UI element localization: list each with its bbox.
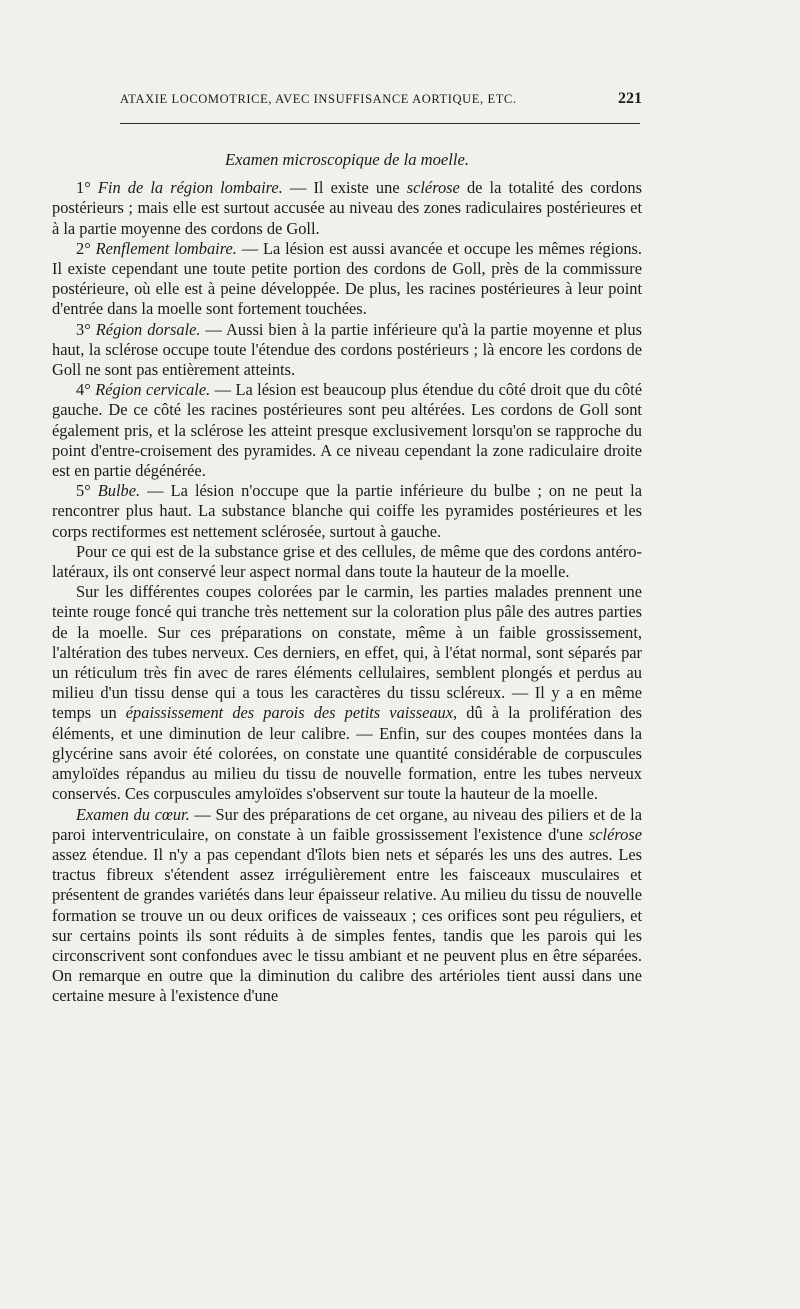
paragraph-heading: Examen du cœur.	[76, 804, 190, 824]
page-body	[52, 150, 642, 1007]
paragraph-text: — Aussi bien à la partie inférieure qu'à la partie moyenne et plus haut, la sclérose occupe toute l'étendue des cordons postérieurs ; là encore les cordons de Goll ne sont pas entièrement atteints.	[52, 319, 643, 380]
paragraph-heading: Fin de la région lombaire.	[97, 178, 283, 198]
paragraph-number: 4°	[76, 380, 96, 400]
paragraph-text: — La lésion est aussi avancée et occupe les mêmes régions. Il existe cependant une toute petite portion des cordons de Goll, près de la commissure postérieure, où elle est à peine développée. De plus, les racines postérieures à leur point d'entrée dans la moelle sont fortement touchées.	[52, 238, 642, 319]
paragraph-emphasis: sclérose	[406, 178, 460, 198]
paragraph-text: assez étendue. Il n'y a pas cependant d'îlots bien nets et séparés les uns des autres. Les tractus fibreux s'étendent assez irrégulièrement entre les faisceaux musculaires et présentent de grandes variétés dans leur épaisseur relative. Au milieu du tissu de nouvelle formation se trouve un ou deux orifices de vaisseaux ; ces orifices sont peu réguliers, et sur certains points ils sont réduits à de simples fentes, tandis que les parois qui les circonscrivent sont confondues avec le tissu ambiant et ne peuvent plus en être séparées. On remarque en outre que la diminution du calibre des artérioles tient aussi dans une certaine mesure à l'existence d'une	[52, 844, 642, 1006]
section-title: Examen microscopique de la moelle.	[224, 150, 470, 169]
page-header	[120, 92, 642, 112]
paragraph-text: — La lésion est beaucoup plus étendue du côté droit que du côté gauche. De ce côté les racines postérieures sont peu altérées. Les cordons de Goll sont également pris, et la sclérose les atteint presque exclusivement lorsqu'on se rapproche du point d'entre-croisement des pyramides. A ce niveau cependant la zone radiculaire droite est en partie dégénérée.	[52, 380, 642, 481]
paragraph-heading: Région dorsale.	[95, 319, 201, 339]
paragraph-text: de la totalité des cordons postérieurs ; mais elle est surtout accusée au niveau des zones radiculaires postérieures et à la partie moyenne des cordons de Goll.	[52, 178, 642, 238]
paragraph-coeur	[52, 805, 642, 1007]
page-number: 221	[618, 90, 642, 107]
header-rule	[120, 123, 640, 124]
paragraph-text: Pour ce qui est de la substance grise et des cellules, de même que des cordons antéro-latéraux, ils ont conservé leur aspect normal dans toute la hauteur de la moelle.	[52, 541, 642, 582]
paragraph-number: 1°	[76, 178, 98, 198]
paragraph-text: — Il existe une	[282, 178, 407, 198]
paragraph-emphasis: épaississement des parois des petits vaisseaux,	[125, 703, 458, 723]
paragraph-text: — La lésion n'occupe que la partie inférieure du bulbe ; on ne peut la rencontrer plus haut. La substance blanche qui coiffe les pyramides postérieures et les corps rectiformes est nettement sclérosée, surtout à gauche.	[52, 481, 642, 541]
paragraph-emphasis: sclérose	[588, 824, 642, 844]
paragraph-lombaire	[52, 178, 642, 239]
paragraph-substance-grise	[52, 542, 642, 582]
paragraph-heading: Renflement lombaire.	[95, 238, 237, 258]
paragraph-text: dû à la prolifération des éléments, et une diminution de leur calibre. — Enfin, sur des coupes montées dans la glycérine sans avoir été colorées, on constate une quantité considérable de corpuscules amyloïdes répandus au milieu du tissu de nouvelle formation, entre les tubes nerveux conservés. Ces corpuscules amyloïdes s'observent sur toute la hauteur de la moelle.	[52, 703, 642, 804]
paragraph-carmin	[52, 582, 642, 804]
paragraph-number: 2°	[76, 238, 96, 258]
paragraph-cervicale	[52, 380, 642, 481]
paragraph-renflement	[52, 239, 642, 320]
paragraph-number: 3°	[76, 319, 96, 339]
running-title: ATAXIE LOCOMOTRICE, AVEC INSUFFISANCE AORTIQUE, ETC.	[120, 92, 517, 106]
paragraph-text: — Sur des préparations de cet organe, au niveau des piliers et de la paroi interventriculaire, on constate à un faible grossissement l'existence d'une	[52, 804, 642, 844]
paragraph-dorsale	[52, 320, 642, 381]
paragraph-number: 5°	[76, 481, 98, 501]
paragraph-heading: Bulbe.	[97, 481, 141, 501]
paragraph-bulbe	[52, 481, 642, 542]
paragraph-text: Sur les différentes coupes colorées par le carmin, les parties malades prennent une teinte rouge foncé qui tranche très nettement sur la coloration plus pâle des autres parties de la moelle. Sur ces préparations on constate, même à un faible grossissement, l'altération des tubes nerveux. Ces derniers, en effet, qui, à l'état normal, sont séparés par un réticulum très fin avec de rares éléments cellulaires, semblent plongés et perdus au milieu d'un tissu dense qui a tous les caractères du tissu scléreux. — Il y a en même temps un	[52, 582, 642, 723]
paragraph-heading: Région cervicale.	[95, 380, 211, 400]
